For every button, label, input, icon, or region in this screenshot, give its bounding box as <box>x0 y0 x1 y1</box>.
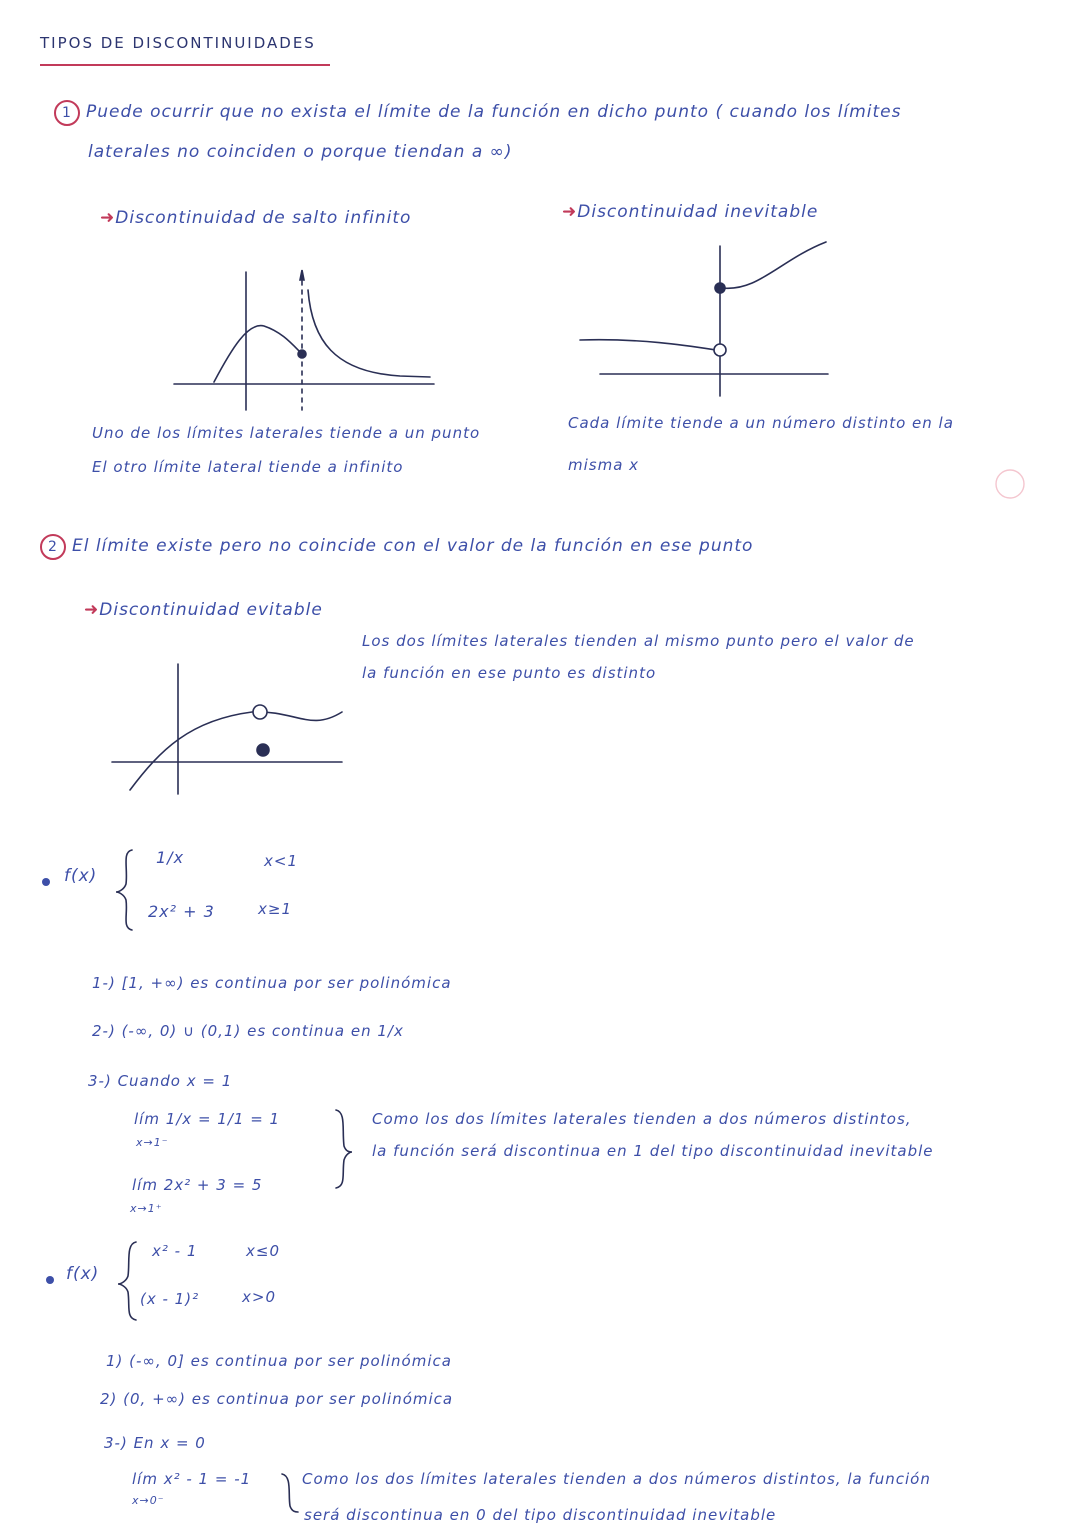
ex2-lim1-sub: x→0⁻ <box>132 1494 165 1507</box>
left-brace <box>116 850 132 930</box>
right-note1: Cada límite tiende a un número distinto en la <box>568 414 954 432</box>
curve-left <box>580 340 716 350</box>
right-brace <box>336 1110 352 1188</box>
left-note2: El otro límite lateral tiende a infinito <box>92 458 404 476</box>
section2-heading <box>84 600 323 620</box>
ex1-lim1-sub: x→1⁻ <box>136 1136 169 1149</box>
ex1-conclusion1: Como los dos límites laterales tienden a dos números distintos, <box>372 1110 912 1128</box>
ex1-step2: 2-) (-∞, 0) ∪ (0,1) es continua en 1/x <box>92 1022 404 1040</box>
curve-right <box>722 242 826 288</box>
ex1-lim2: lím 2x² + 3 = 5 <box>132 1176 263 1194</box>
graph-evitable <box>112 664 342 794</box>
bullet-point <box>46 1276 54 1284</box>
bullet-point <box>42 878 50 886</box>
arrow-right-icon: ➜ <box>100 208 116 228</box>
graph-inevitable <box>580 242 828 396</box>
filled-point <box>257 744 269 756</box>
ex1-lim1: lím 1/x = 1/1 = 1 <box>134 1110 281 1128</box>
curve <box>130 712 342 790</box>
arrow-right-icon: ➜ <box>84 600 100 620</box>
section2-number: 2 <box>40 534 66 560</box>
faint-mark <box>996 470 1024 498</box>
ex2-conclusion2: será discontinua en 0 del tipo discontinuidad inevitable <box>304 1506 777 1524</box>
right-brace <box>282 1474 298 1512</box>
section2-line1 <box>40 534 753 560</box>
right-heading-text: Discontinuidad inevitable <box>577 202 819 222</box>
section1-line2: laterales no coinciden o porque tiendan a ∞) <box>88 142 513 162</box>
curve-left <box>214 326 302 382</box>
ex1-case1-cond: x<1 <box>264 852 298 870</box>
ex2-lim1: lím x² - 1 = -1 <box>132 1470 252 1488</box>
ex2-step3: 3-) En x = 0 <box>104 1434 206 1452</box>
arrow-right-icon: ➜ <box>562 202 578 222</box>
ex1-case2-expr: 2x² + 3 <box>148 902 215 921</box>
arrow-up-icon <box>300 270 304 280</box>
ex2-case1-cond: x≤0 <box>246 1242 280 1260</box>
left-brace <box>118 1242 136 1320</box>
page-title: TIPOS DE DISCONTINUIDADES <box>40 34 316 52</box>
filled-point <box>298 350 306 358</box>
left-heading-text: Discontinuidad de salto infinito <box>115 208 412 228</box>
section1-number: 1 <box>54 100 80 126</box>
right-note2: misma x <box>568 456 640 474</box>
section1-text1: Puede ocurrir que no exista el límite de la función en dicho punto ( cuando los límites <box>86 102 902 122</box>
filled-point <box>715 283 725 293</box>
ex1-case1-expr: 1/x <box>156 848 185 867</box>
ex2-case1-expr: x² - 1 <box>152 1242 198 1260</box>
ex1-conclusion2: la función será discontinua en 1 del tipo discontinuidad inevitable <box>372 1142 934 1160</box>
graph-infinite-jump <box>174 270 434 410</box>
ex1-lim2-sub: x→1⁺ <box>130 1202 163 1215</box>
ex2-case2-expr: (x - 1)² <box>140 1290 200 1308</box>
section2-heading-text: Discontinuidad evitable <box>99 600 323 620</box>
section2-note2: la función en ese punto es distinto <box>362 664 657 682</box>
open-point <box>253 705 267 719</box>
ex1-case2-cond: x≥1 <box>258 900 292 918</box>
ex2-step1: 1) (-∞, 0] es continua por ser polinómica <box>106 1352 452 1370</box>
ex2-case2-cond: x>0 <box>242 1288 276 1306</box>
curve-right <box>308 290 430 377</box>
ex2-function-name: f(x) <box>66 1264 100 1284</box>
section2-text: El límite existe pero no coincide con el valor de la función en ese punto <box>72 536 754 556</box>
ex2-step2: 2) (0, +∞) es continua por ser polinómica <box>100 1390 454 1408</box>
section2-note1: Los dos límites laterales tienden al mismo punto pero el valor de <box>362 632 915 650</box>
left-note1: Uno de los límites laterales tiende a un punto <box>92 424 481 442</box>
ex2-conclusion1: Como los dos límites laterales tienden a dos números distintos, la función <box>302 1470 931 1488</box>
ex1-function-name: f(x) <box>64 866 98 886</box>
open-point <box>714 344 726 356</box>
ex1-step3: 3-) Cuando x = 1 <box>88 1072 233 1090</box>
ex1-step1: 1-) [1, +∞) es continua por ser polinómica <box>92 974 452 992</box>
